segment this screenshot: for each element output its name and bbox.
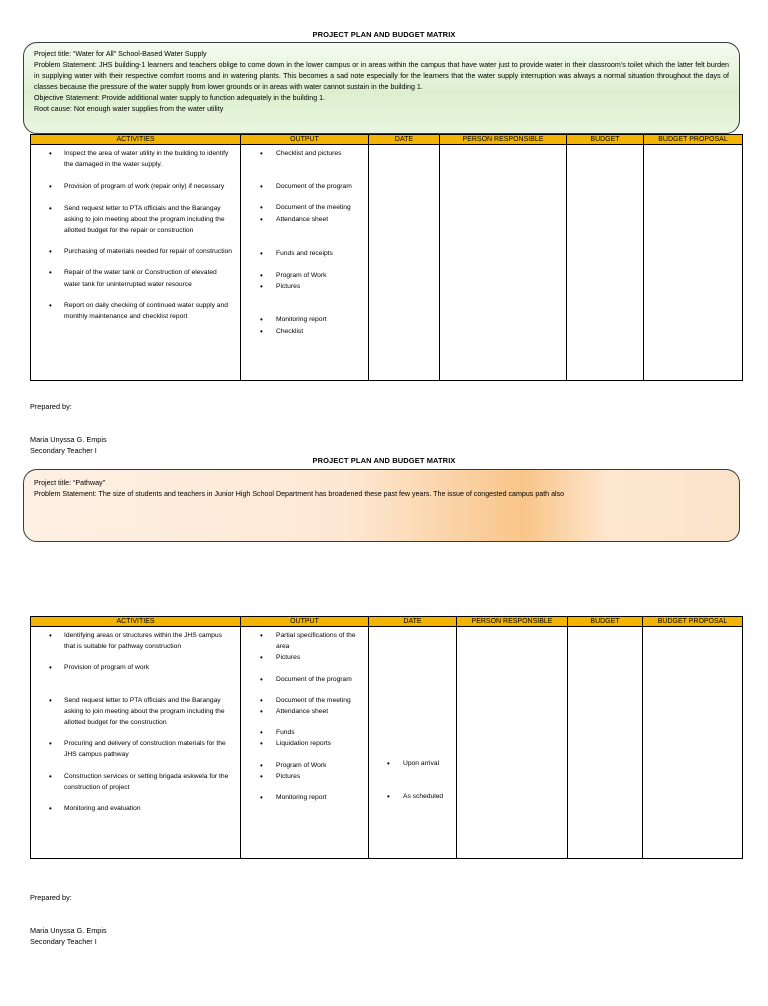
list-item: • Purchasing of materials needed for repair of construction xyxy=(31,246,240,257)
list-item: • Pictures xyxy=(241,771,368,782)
column-header-budget: BUDGET xyxy=(568,617,643,627)
column-header-activities: ACTIVITIES xyxy=(31,135,241,145)
list-item: • Pictures xyxy=(241,652,368,663)
list-item: • Monitoring and evaluation xyxy=(31,803,240,814)
list-item: • Upon arrival xyxy=(369,758,456,769)
list-item: • Liquidation reports xyxy=(241,738,368,749)
column-header-date: DATE xyxy=(369,135,440,145)
matrix2-prepared-by: Prepared by: xyxy=(30,893,72,902)
list-item: • Checklist xyxy=(241,326,368,337)
budget-cell xyxy=(568,627,643,859)
matrix2-heading: PROJECT PLAN AND BUDGET MATRIX xyxy=(312,456,456,465)
matrix2-project-title: Project title: “Pathway” xyxy=(34,479,105,487)
matrix1-project-info xyxy=(23,42,740,134)
list-item: • Provision of program of work xyxy=(31,662,240,673)
list-item: • Funds xyxy=(241,727,368,738)
column-header-date: DATE xyxy=(369,617,457,627)
matrix1-preparer-name: Maria Unyssa G. Empis xyxy=(30,435,107,444)
matrix2-header-row xyxy=(31,617,743,627)
list-item: • Provision of program of work (repair only) if necessary xyxy=(31,181,240,192)
matrix2-table xyxy=(30,616,743,859)
matrix1-prepared-by: Prepared by: xyxy=(30,402,72,411)
matrix1-root-cause: Root cause: Not enough water supplies from the water utility xyxy=(34,105,224,113)
list-item: • Program of Work xyxy=(241,760,368,771)
date-cell xyxy=(369,627,457,859)
table-row xyxy=(31,145,743,381)
budget-proposal-cell xyxy=(643,627,743,859)
matrix2-preparer-position: Secondary Teacher I xyxy=(30,937,97,946)
matrix2-problem-statement: Problem Statement: The size of students and teachers in Junior High School Department has broadened these past few years. The issue of congested campus path also xyxy=(34,490,565,498)
matrix1-project-title: Project title: “Water for All” School-Based Water Supply xyxy=(34,50,207,58)
list-item: • Document of the program xyxy=(241,674,368,685)
column-header-budget-proposal: BUDGET PROPOSAL xyxy=(643,617,743,627)
list-item: • Pictures xyxy=(241,281,368,292)
person-responsible-cell xyxy=(440,145,567,381)
column-header-budget: BUDGET xyxy=(567,135,644,145)
matrix1-objective: Objective Statement: Provide additional water supply to function adequately in the building 1. xyxy=(34,94,326,102)
column-header-output: OUTPUT xyxy=(241,135,369,145)
list-item: • Funds and receipts xyxy=(241,248,368,259)
list-item: • Identifying areas or structures within the JHS campus that is suitable for pathway construction xyxy=(31,630,240,652)
list-item: • Program of Work xyxy=(241,270,368,281)
list-item: • Inspect the area of water utility in the building to identify the damaged in the water supply. xyxy=(31,148,240,170)
column-header-activities: ACTIVITIES xyxy=(31,617,241,627)
matrix1-header-row xyxy=(31,135,743,145)
list-item: • Repair of the water tank or Construction of elevated water tank for uninterrupted water resource xyxy=(31,267,240,289)
matrix1-table xyxy=(30,134,743,381)
budget-proposal-cell xyxy=(644,145,743,381)
list-item: • Send request letter to PTA officials and the Barangay asking to join meeting about the program including the allotted budget for the repair or construction xyxy=(31,203,240,237)
column-header-person-responsible: PERSON RESPONSIBLE xyxy=(457,617,568,627)
list-item: • As scheduled xyxy=(369,791,456,802)
matrix2-preparer-name: Maria Unyssa G. Empis xyxy=(30,926,107,935)
list-item: • Report on daily checking of continued water supply and monthly maintenance and checklist report xyxy=(31,300,240,322)
table-row xyxy=(31,627,743,859)
activities-cell xyxy=(31,627,241,859)
column-header-budget-proposal: BUDGET PROPOSAL xyxy=(644,135,743,145)
list-item: • Procuring and delivery of construction materials for the JHS campus pathway xyxy=(31,738,240,760)
list-item: • Partial specifications of the area xyxy=(241,630,368,652)
list-item: • Monitoring report xyxy=(241,792,368,803)
list-item: • Monitoring report xyxy=(241,314,368,325)
list-item: • Document of the meeting xyxy=(241,202,368,213)
matrix1-heading: PROJECT PLAN AND BUDGET MATRIX xyxy=(312,30,456,39)
list-item: • Attendance sheet xyxy=(241,214,368,225)
matrix1-problem-statement: Problem Statement: JHS building-1 learners and teachers oblige to come down in the lower campus or in areas within the campus that have water just to provide water in their classroom’s toilet which the latter felt burden in supplying water with their respective comfort rooms and in watering plants. This becomes a sad note especially for the learners that the water supply interruption was always a normal situation throughout the days of classes because the pressure of the water supply from lower grounds or in areas with water cannot sustain in the building 1. xyxy=(34,61,729,91)
list-item: • Construction services or setting brigada eskwela for the construction of project xyxy=(31,771,240,793)
output-cell xyxy=(241,627,369,859)
person-responsible-cell xyxy=(457,627,568,859)
matrix2-project-info xyxy=(23,469,740,542)
activities-cell xyxy=(31,145,241,381)
column-header-person-responsible: PERSON RESPONSIBLE xyxy=(440,135,567,145)
matrix1-preparer-position: Secondary Teacher I xyxy=(30,446,97,455)
column-header-output: OUTPUT xyxy=(241,617,369,627)
list-item: • Document of the meeting xyxy=(241,695,368,706)
list-item: • Checklist and pictures xyxy=(241,148,368,159)
list-item: • Send request letter to PTA officials and the Barangay asking to join meeting about the program including the allotted budget for the construction xyxy=(31,695,240,729)
output-cell xyxy=(241,145,369,381)
budget-cell xyxy=(567,145,644,381)
date-cell xyxy=(369,145,440,381)
list-item: • Attendance sheet xyxy=(241,706,368,717)
list-item: • Document of the program xyxy=(241,181,368,192)
